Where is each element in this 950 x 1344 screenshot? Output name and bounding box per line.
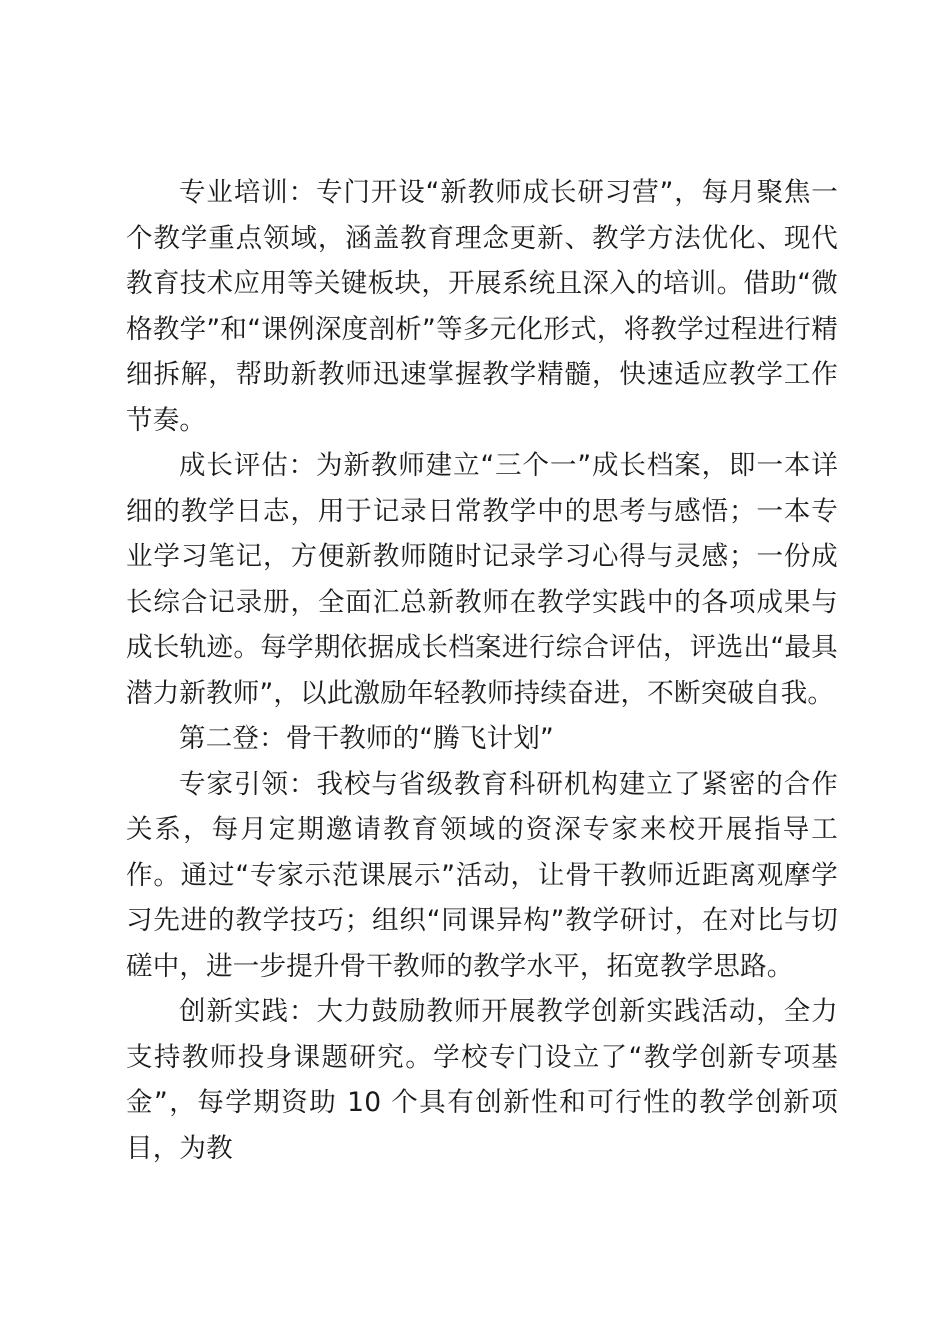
paragraph-growth-evaluation: 成长评估：为新教师建立“三个一”成长档案，即一本详细的教学日志，用于记录日常教学中的思考与感悟；一本专业学习笔记，方便新教师随时记录学习心得与灵感；一份成长综合记录册，全面汇总新教师在教学实践中的各项成果与成长轨迹。每学期依据成长档案进行综合评估，评选出“最具潜力新教师”，以此激励年轻教师持续奋进，不断突破自我。 bbox=[126, 450, 838, 709]
paragraph-innovation-practice: 创新实践：大力鼓励教师开展教学创新实践活动，全力支持教师投身课题研究。学校专门设立了“教学创新专项基金”，每学期资助 10 个具有创新性和可行性的教学创新项目，为教 bbox=[126, 996, 838, 1164]
document-body bbox=[126, 170, 838, 1171]
paragraph-professional-training: 专业培训：专门开设“新教师成长研习营”，每月聚焦一个教学重点领域，涵盖教育理念更新、教学方法优化、现代教育技术应用等关键板块，开展系统且深入的培训。借助“微格教学”和“课例深度剖析”等多元化形式，将教学过程进行精细拆解，帮助新教师迅速掌握教学精髓，快速适应教学工作节奏。 bbox=[126, 177, 838, 436]
paragraph-expert-guidance: 专家引领：我校与省级教育科研机构建立了紧密的合作关系，每月定期邀请教育领域的资深专家来校开展指导工作。通过“专家示范课展示”活动，让骨干教师近距离观摩学习先进的教学技巧；组织“同课异构”教学研讨，在对比与切磋中，进一步提升骨干教师的教学水平，拓宽教学思路。 bbox=[126, 768, 838, 982]
section-heading-second-step: 第二登：骨干教师的“腾飞计划” bbox=[179, 723, 554, 754]
